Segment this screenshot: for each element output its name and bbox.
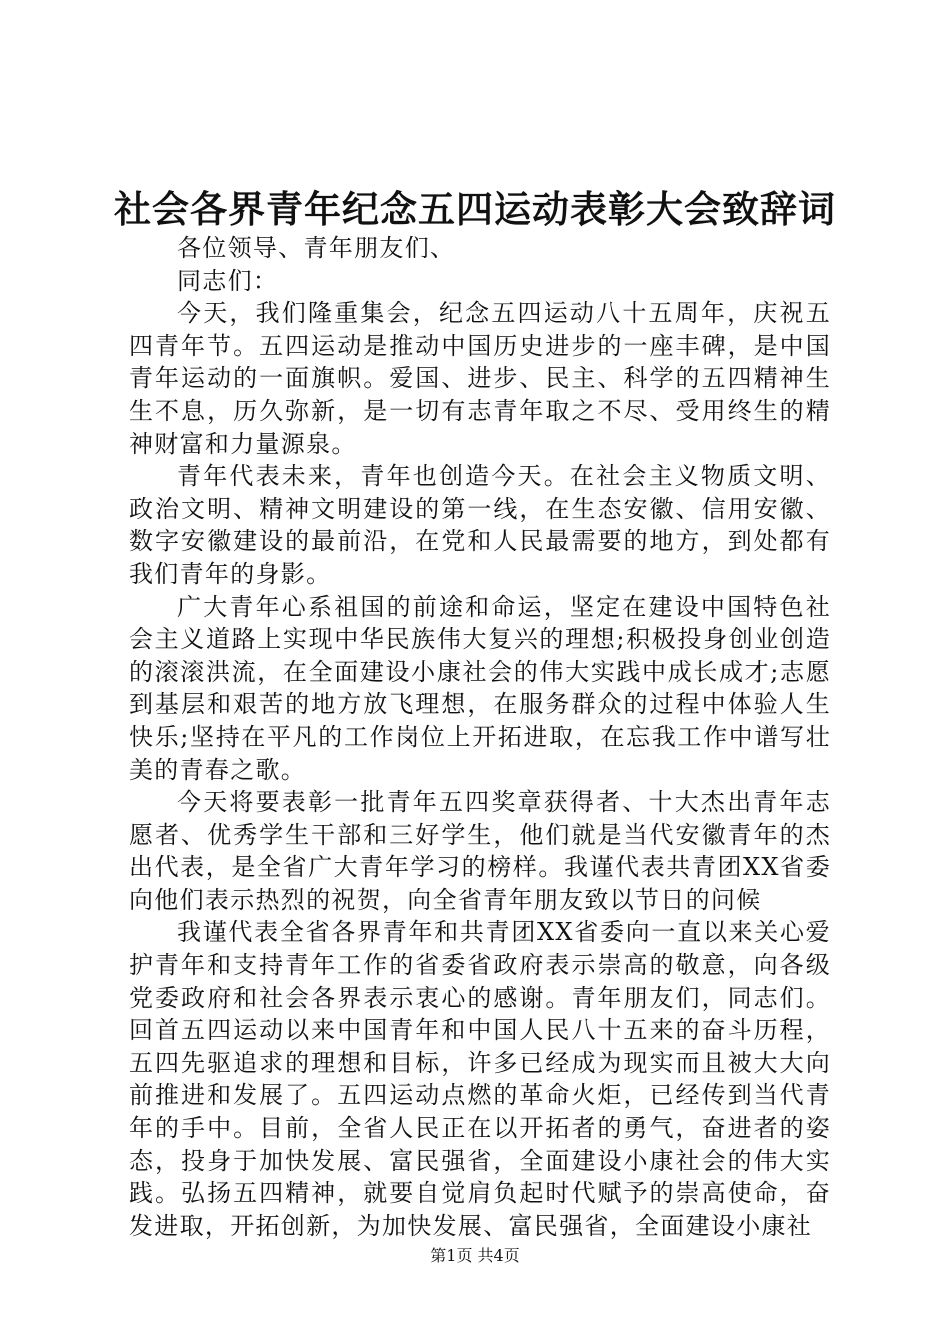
body-paragraph: 广大青年心系祖国的前途和命运，坚定在建设中国特色社会主义道路上实现中华民族伟大复兴的理想;积极投身创业创造的滚滚洪流，在全面建设小康社会的伟大实践中成长成才;志愿到基层和艰苦的地方放飞理想，在服务群众的过程中体验人生快乐;坚持在平凡的工作岗位上开拓进取，在忘我工作中谱写壮美的青春之歌。 (129, 592, 831, 784)
document-title: 社会各界青年纪念五四运动表彰大会致辞词 (114, 187, 836, 231)
document-body (129, 232, 831, 1242)
body-paragraph: 我谨代表全省各界青年和共青团XX省委向一直以来关心爱护青年和支持青年工作的省委省政府表示崇高的敬意，向各级党委政府和社会各界表示衷心的感谢。青年朋友们，同志们。回首五四运动以来中国青年和中国人民八十五来的奋斗历程，五四先驱追求的理想和目标，许多已经成为现实而且被大大向前推进和发展了。五四运动点燃的革命火炬，已经传到当代青年的手中。目前，全省人民正在以开拓者的勇气，奋进者的姿态，投身于加快发展、富民强省，全面建设小康社会的伟大实践。弘扬五四精神，就要自觉肩负起时代赋予的崇高使命，奋发进取，开拓创新，为加快发展、富民强省，全面建设小康社 (129, 918, 831, 1240)
salutation-line-2: 同志们： (177, 266, 279, 295)
page-number-footer: 第1页 共4页 (430, 1246, 520, 1265)
body-paragraph: 今天，我们隆重集会，纪念五四运动八十五周年，庆祝五四青年节。五四运动是推动中国历史进步的一座丰碑，是中国青年运动的一面旗帜。爱国、进步、民主、科学的五四精神生生不息，历久弥新，是一切有志青年取之不尽、受用终生的精神财富和力量源泉。 (129, 299, 831, 458)
salutation-line-1: 各位领导、青年朋友们、 (177, 234, 456, 262)
body-paragraph: 青年代表未来，青年也创造今天。在社会主义物质文明、政治文明、精神文明建设的第一线，在生态安徽、信用安徽、数字安徽建设的最前沿，在党和人民最需要的地方，到处都有我们青年的身影。 (129, 462, 831, 588)
body-paragraph: 今天将要表彰一批青年五四奖章获得者、十大杰出青年志愿者、优秀学生干部和三好学生，他们就是当代安徽青年的杰出代表，是全省广大青年学习的榜样。我谨代表共青团XX省委向他们表示热烈的祝贺，向全省青年朋友致以节日的问候 (129, 788, 831, 914)
